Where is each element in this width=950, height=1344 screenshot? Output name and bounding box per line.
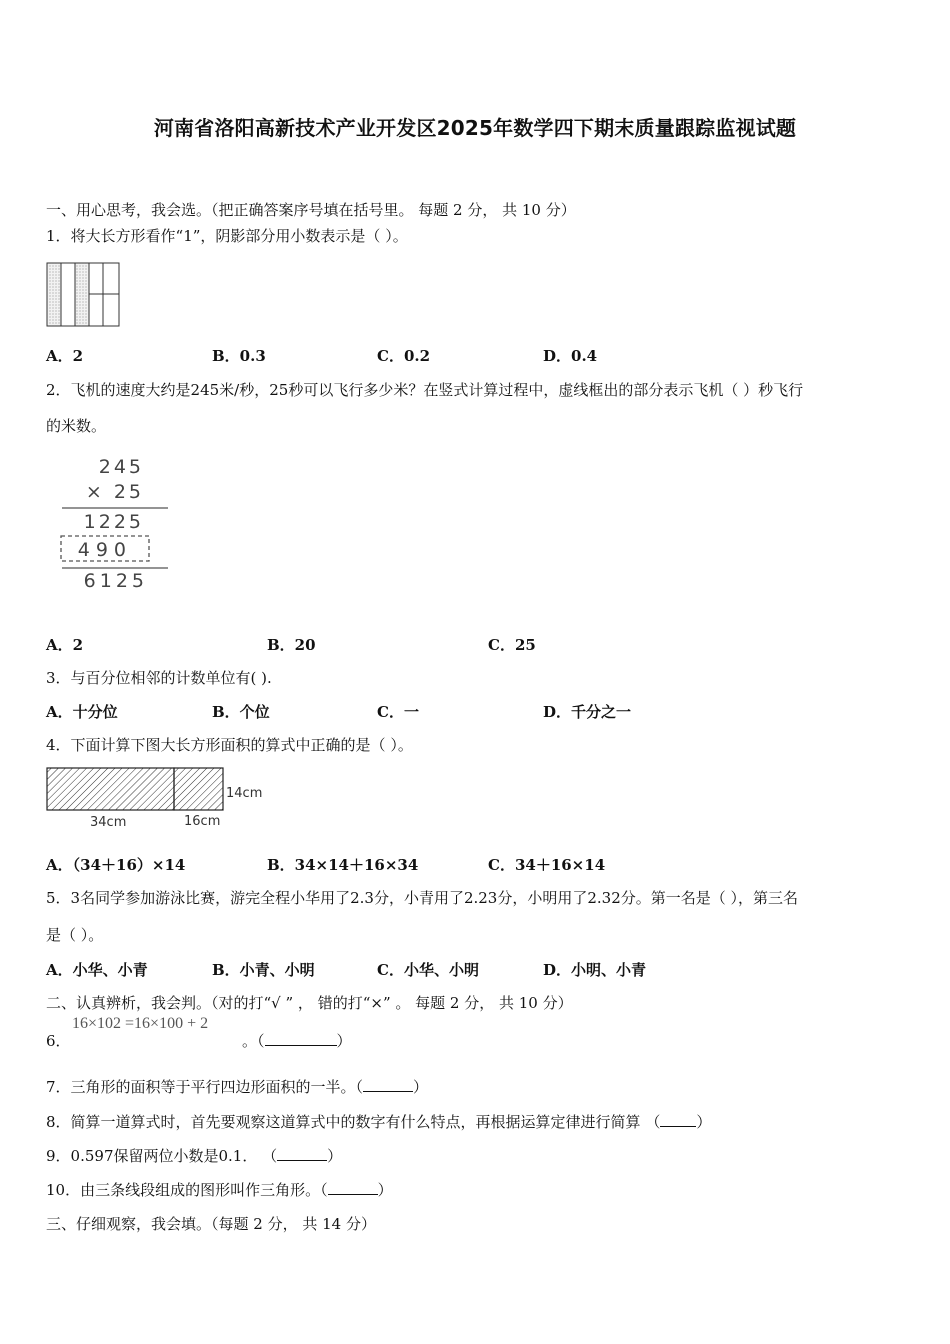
section3-heading: 三、仔细观察，我会填。（每题 2 分， 共 14 分）: [46, 1215, 376, 1233]
q5-option-c[interactable]: C．小华、小明: [377, 961, 479, 979]
q4-figure: [46, 766, 276, 832]
section1-heading: 一、用心思考，我会选。（把正确答案序号填在括号里。 每题 2 分， 共 10 分）: [46, 201, 576, 219]
q2-option-a[interactable]: A．2: [46, 636, 84, 654]
q9-answer-blank[interactable]: [277, 1146, 327, 1161]
q8-close-paren: ）: [696, 1113, 712, 1131]
q6-answer-blank[interactable]: [265, 1031, 337, 1046]
q7-text: 7．三角形的面积等于平行四边形面积的一半。（: [46, 1078, 364, 1096]
q9-close-paren: ）: [327, 1147, 343, 1165]
q9-line: [46, 1146, 342, 1166]
page-title: 河南省洛阳高新技术产业开发区2025年数学四下期末质量跟踪监视试题: [153, 116, 797, 140]
q1-option-d[interactable]: D．0.4: [543, 347, 598, 365]
calc-top: 245: [98, 456, 144, 478]
q5-option-d[interactable]: D．小明、小青: [543, 961, 647, 979]
q2-option-c[interactable]: C．25: [488, 636, 536, 654]
q3-option-a[interactable]: A．十分位: [46, 703, 118, 721]
q6-open-paren: 。（: [242, 1032, 265, 1050]
q7-close-paren: ）: [413, 1078, 429, 1096]
q4-text: 4．下面计算下图大长方形面积的算式中正确的是（ ）。: [46, 736, 413, 754]
q7-line: [46, 1077, 428, 1097]
q1-shaded-column: [75, 263, 89, 326]
q4-option-b[interactable]: B．34×14＋16×34: [267, 856, 419, 874]
q2-option-b[interactable]: B．20: [267, 636, 316, 654]
q4-width2-label: 16cm: [184, 814, 221, 829]
q3-option-d[interactable]: D．千分之一: [543, 703, 632, 721]
q1-option-b[interactable]: B．0.3: [212, 347, 266, 365]
section2-heading: 二、认真辨析，我会判。（对的打“√ ” ， 错的打“×” 。 每题 2 分， 共 10 分）: [46, 994, 573, 1012]
calc-partial2: 490: [77, 539, 132, 561]
q5-text-line1: 5．3名同学参加游泳比赛，游完全程小华用了2.3分，小青用了2.23分，小明用了2.32分。第一名是（ ），第三名: [46, 889, 799, 907]
calc-partial1: 1225: [83, 511, 144, 533]
q1-option-c[interactable]: C．0.2: [377, 347, 431, 365]
q8-text: 8．简算一道算式时，首先要观察这道算式中的数字有什么特点，再根据运算定律进行简算 （: [46, 1113, 661, 1131]
q10-answer-blank[interactable]: [328, 1180, 378, 1195]
q10-close-paren: ）: [377, 1181, 393, 1199]
q2-vertical-calculation: [56, 452, 176, 592]
q4-rect-left: [47, 768, 174, 810]
q9-text: 9．0.597保留两位小数是0.1． （: [46, 1147, 278, 1165]
q4-width1-label: 34cm: [90, 815, 127, 830]
q4-rect-right: [174, 768, 223, 810]
q10-line: [46, 1180, 393, 1200]
q4-option-c[interactable]: C．34＋16×14: [488, 856, 606, 874]
q3-text: 3．与百分位相邻的计数单位有( ).: [46, 669, 272, 687]
q8-answer-blank[interactable]: [660, 1112, 696, 1127]
q1-option-a[interactable]: A．2: [46, 347, 84, 365]
q6-close-paren: ）: [336, 1032, 352, 1050]
q3-option-c[interactable]: C．一: [377, 703, 419, 721]
q8-line: [46, 1112, 711, 1132]
q1-text: 1．将大长方形看作“1”，阴影部分用小数表示是（ ）。: [46, 227, 408, 245]
calc-result: 6125: [83, 570, 148, 592]
q1-figure: [46, 262, 122, 328]
q4-option-a[interactable]: A．（34＋16）×14: [46, 856, 186, 874]
q6-answer: [242, 1031, 352, 1051]
q1-shaded-column: [47, 263, 61, 326]
q4-height-label: 14cm: [226, 786, 263, 801]
q2-text-line1: 2．飞机的速度大约是245米/秒，25秒可以飞行多少米？在竖式计算过程中，虚线框出的部分表示飞机（ ）秒飞行: [46, 381, 804, 399]
q3-option-b[interactable]: B．个位: [212, 703, 270, 721]
q6-number: 6．: [46, 1032, 71, 1050]
q10-text: 10．由三条线段组成的图形叫作三角形。（: [46, 1181, 328, 1199]
calc-multiplier: × 25: [85, 481, 144, 503]
q7-answer-blank[interactable]: [363, 1077, 413, 1092]
q6-formula: 16×102 =16×100 + 2: [72, 1015, 209, 1032]
q5-text-line2: 是（ ）。: [46, 926, 104, 944]
q5-option-b[interactable]: B．小青、小明: [212, 961, 315, 979]
q2-text-line2: 的米数。: [46, 417, 107, 435]
q5-option-a[interactable]: A．小华、小青: [46, 961, 148, 979]
